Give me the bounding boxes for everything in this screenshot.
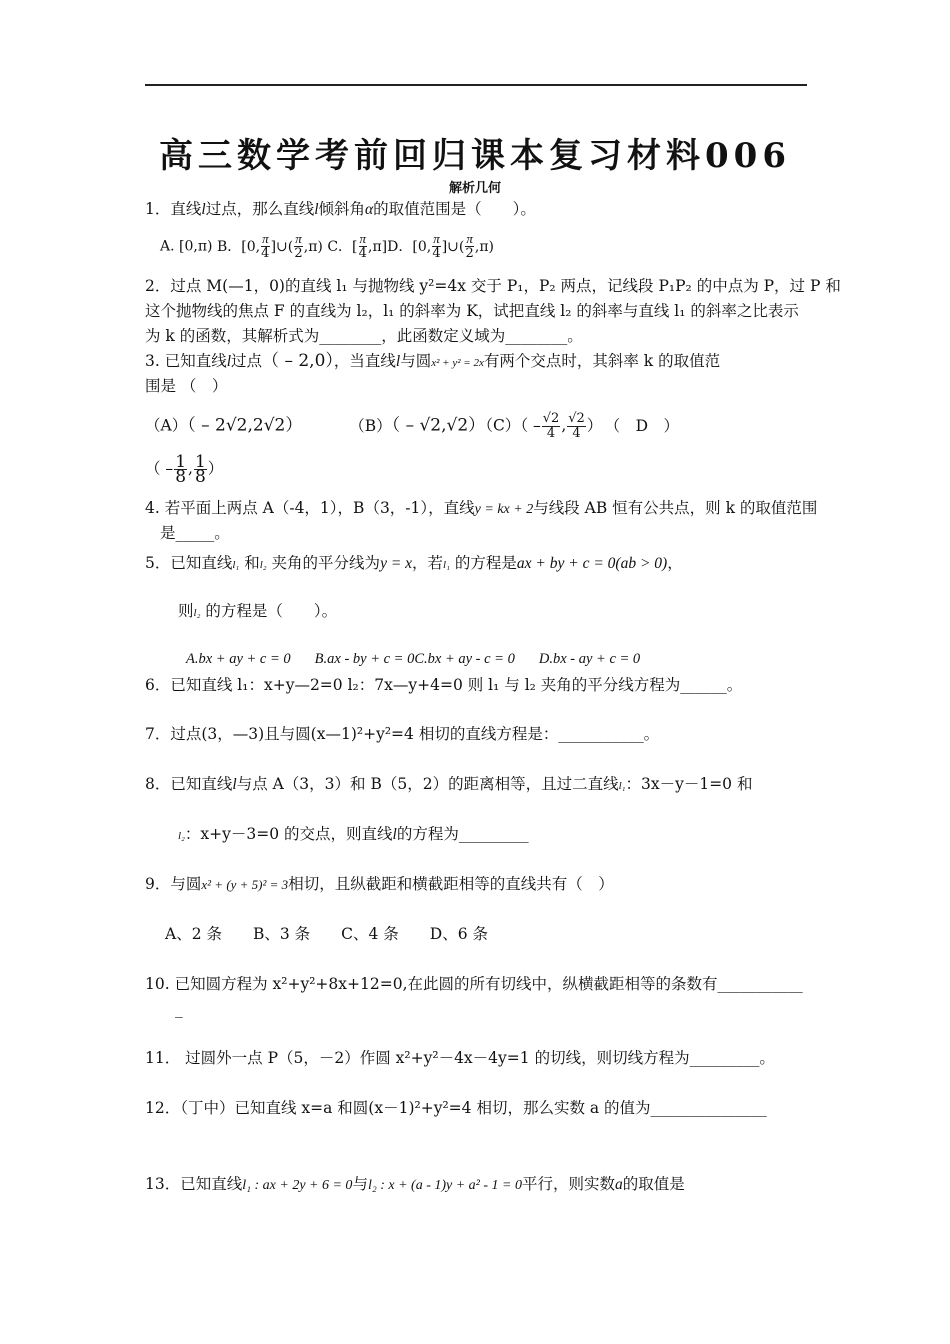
page-subtitle: 解析几何 xyxy=(448,181,501,196)
question-7: 7．过点(3，—3)且与圆(x—1)²+y²=4 相切的直线方程是：___________。 xyxy=(145,725,660,743)
question-10-line-1: 10. 已知圆方程为 x²+y²+8x+12=0,在此圆的所有切线中，纵横截距相等的条数有___________ xyxy=(145,975,803,993)
q1-option-a: A. [0,π) xyxy=(160,238,213,255)
question-1: 1．直线l过点，那么直线l倾斜角α的取值范围是（ ）。 xyxy=(145,200,536,218)
question-8-line-1: 8．已知直线l与点 A（3，3）和 B（5，2）的距离相等，且过二直线l₁：3x－y－1=0 和 xyxy=(145,775,753,793)
header-rule xyxy=(145,84,807,86)
q1-option-b: B．[0, $\frac{\pi}{4}$ ]∪( $\frac{\pi}{2}$ ,π) xyxy=(216,231,323,261)
q1-option-c: C．[ $\frac{\pi}{4}$ ,π] xyxy=(327,231,388,261)
question-6: 6．已知直线 l₁：x+y—2=0 l₂：7x—y+4=0 则 l₁ 与 l₂ 夹角的平分线方程为______。 xyxy=(145,676,743,694)
question-10-line-2: _ xyxy=(175,1000,183,1018)
question-1-options xyxy=(160,232,494,261)
question-8-line-2: l₂：x+y－3=0 的交点，则直线l的方程为_________ xyxy=(178,825,529,843)
question-3-line-2: 围是 （ ） xyxy=(145,377,228,395)
page-title: 高三数学考前回归课本复习材料006 xyxy=(159,136,791,176)
question-5-line-1: 5．已知直线l₁ 和l₂ 夹角的平分线为y = x，若l₁ 的方程是ax + by + c = 0(ab > 0)， xyxy=(145,554,683,572)
question-13: 13．已知直线l₁ : ax + 2y + 6 = 0与l₂ : x + (a - 1)y + a² - 1 = 0平行，则实数a的取值是 xyxy=(145,1175,685,1193)
question-3-line-1: 3. 已知直线l过点（ – 2,0），当直线l与圆x² + y² = 2x有两个交点时，其斜率 k 的取值范 xyxy=(145,351,721,371)
question-9-line-1: 9．与圆x² + (y + 5)² = 3相切，且纵截距和横截距相等的直线共有（ ） xyxy=(145,875,614,893)
question-2-line-1: 2．过点 M(—1，0)的直线 l₁ 与抛物线 y²=4x 交于 P₁，P₂ 两点，记线段 P₁P₂ 的中点为 P，过 P 和 xyxy=(145,277,841,295)
question-12: 12．（丁中）已知直线 x=a 和圆(x－1)²+y²=4 相切，那么实数 a 的值为_______________ xyxy=(145,1099,767,1117)
question-9-options: A、2 条 B、3 条 C、4 条 D、6 条 xyxy=(165,925,489,943)
question-3-options: （A）（ – 2√2,2√2） （B）（ – √2,√2）（C）（ – $\frac{√2}{4}$ , $\frac{√2}{4}$ ） （ D ） xyxy=(145,411,680,441)
q1-option-d: D．[0, $\frac{\pi}{4}$ ]∪( $\frac{\pi}{2}$ ,π) xyxy=(387,231,495,261)
question-4-line-1: 4. 若平面上两点 A（-4，1），B（3，-1），直线y = kx + 2与线段 AB 恒有公共点，则 k 的取值范围 xyxy=(145,499,818,517)
question-5-line-2: 则l₂ 的方程是（ ）。 xyxy=(178,602,338,620)
question-2-line-3: 为 k 的函数，其解析式为________，此函数定义域为________。 xyxy=(145,327,583,345)
question-3-option-d: （ – $\frac{1}{8}$ , $\frac{1}{8}$ ） xyxy=(145,452,224,487)
question-5-options: A.bx + ay + c = 0 B.ax - by + c = 0C.bx + ay - c = 0 D.bx - ay + c = 0 xyxy=(186,651,641,667)
question-4-line-2: 是_____。 xyxy=(160,524,230,542)
question-2-line-2: 这个抛物线的焦点 F 的直线为 l₂，l₁ 的斜率为 K，试把直线 l₂ 的斜率与直线 l₁ 的斜率之比表示 xyxy=(145,302,799,320)
question-11: 11． 过圆外一点 P（5，－2）作圆 x²+y²－4x－4y=1 的切线，则切线方程为_________。 xyxy=(145,1049,775,1067)
